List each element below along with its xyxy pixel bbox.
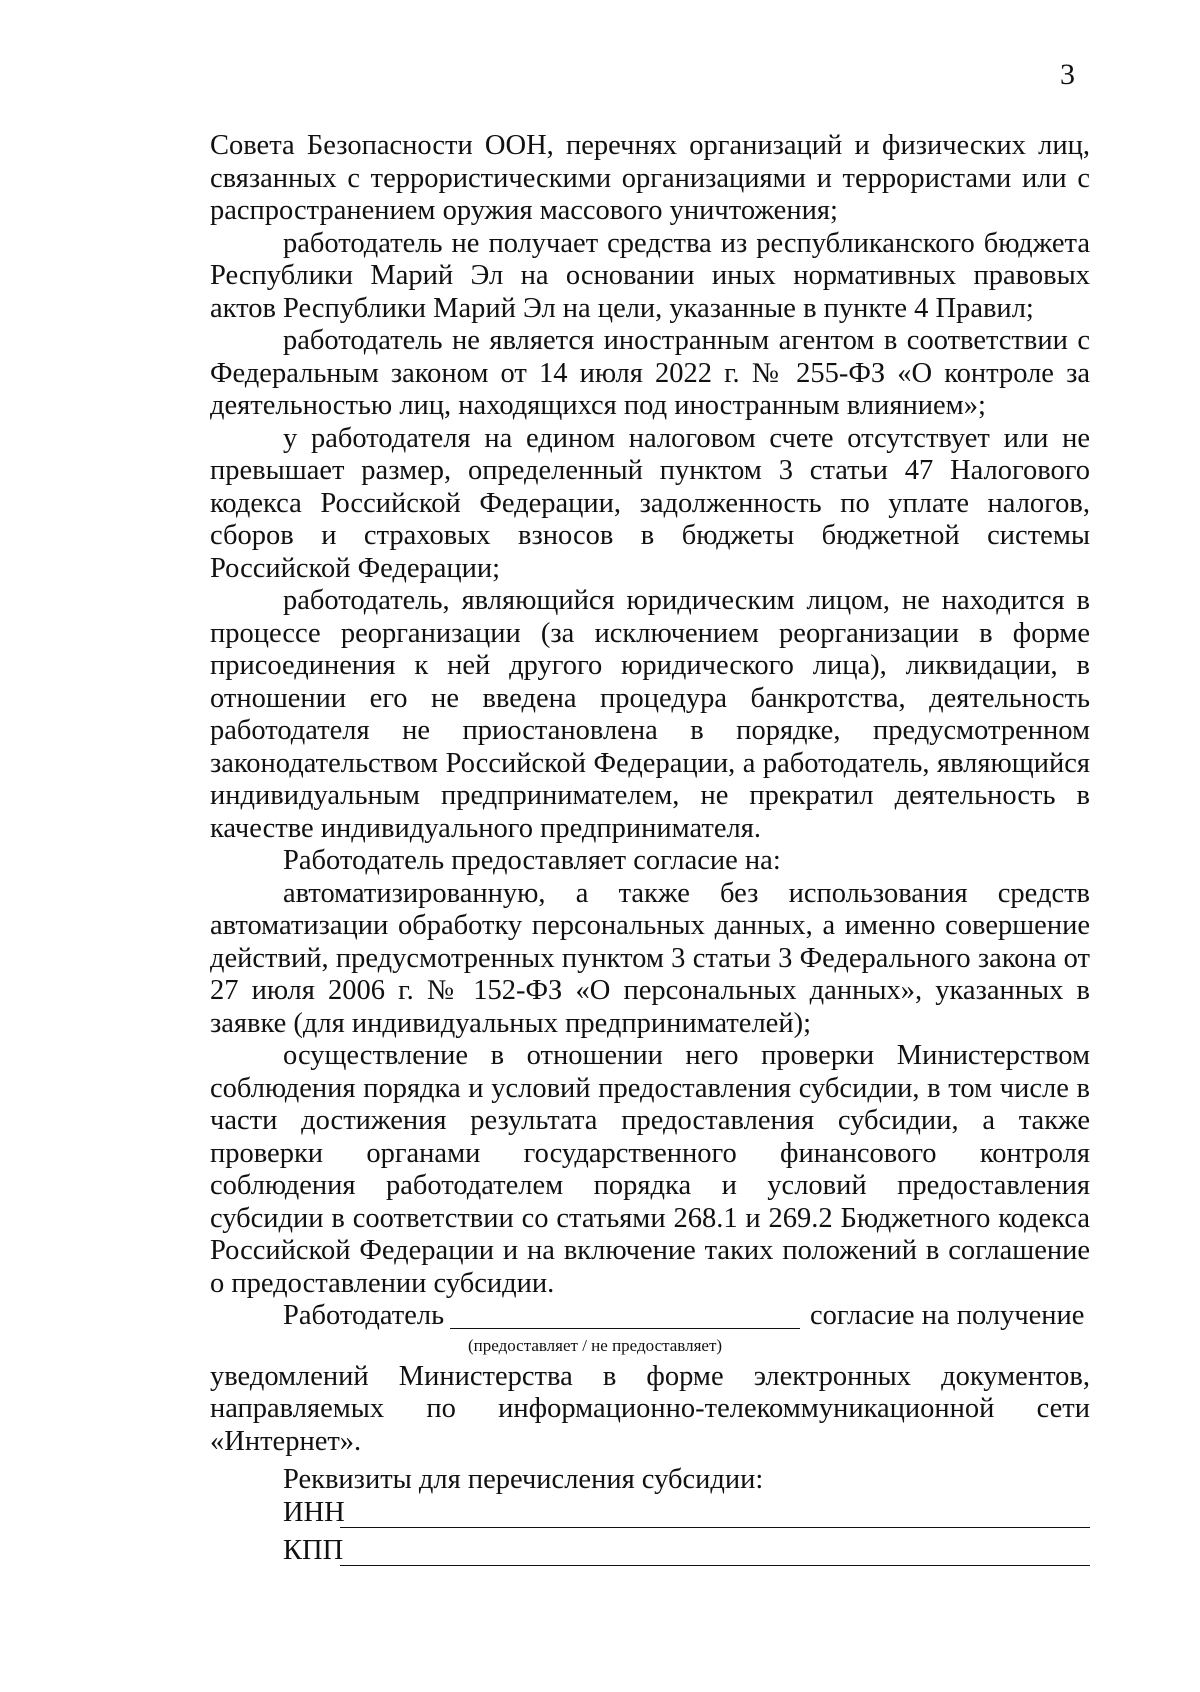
consent-label: Работодатель (283, 1300, 445, 1331)
consent-line (210, 1300, 1090, 1333)
paragraph-personal-data: автоматизированную, а также без использования средств автоматизации обработку персональных данных, а именно совершение действий, предусмотренных пунктом 3 статьи 3 Федерального закона от 27 июля 2006 г. № 152-ФЗ «О персональных данных», указанных в заявке (для индивидуальных предпринимателей); (210, 877, 1090, 1039)
page-number: 3 (1060, 58, 1075, 91)
paragraph-no-budget-funds: работодатель не получает средства из республиканского бюджета Республики Марий Эл на основании иных нормативных правовых актов Республики Марий Эл на цели, указанные в пункте 4 Правил; (210, 227, 1090, 324)
kpp-label: КПП (283, 1534, 344, 1566)
paragraph-consent-intro: Работодатель предоставляет согласие на: (283, 845, 781, 876)
inn-blank-line[interactable] (340, 1527, 1090, 1528)
consent-blank-field[interactable] (450, 1328, 800, 1329)
paragraph-not-foreign-agent: работодатель не является иностранным агентом в соответствии с Федеральным законом от 14 июля 2022 г. № 255-ФЗ «О контроле за деятельностью лиц, находящихся под иностранным влиянием»; (210, 325, 1090, 421)
paragraph-consent-continuation: уведомлений Министерства в форме электронных документов, направляемых по информационно-телекоммуникационной сети «Интернет». (210, 1360, 1090, 1457)
document-body (210, 130, 1090, 1573)
paragraph-inspection-consent: осуществление в отношении него проверки Министерством соблюдения порядка и условий предоставления субсидии, в том числе в части достижения результата предоставления субсидии, а также проверки органами государственного финансового контроля соблюдения работодателем порядка и условий предоставления субсидии в соответствии со статьями 268.1 и 269.2 Бюджетного кодекса Российской Федерации и на включение таких положений в соглашение о предоставлении субсидии. (210, 1040, 1090, 1299)
paragraph-no-tax-debt: у работодателя на едином налоговом счете отсутствует или не превышает размер, определенный пунктом 3 статьи 47 Налогового кодекса Российской Федерации, задолженность по уплате налогов, сборов и страховых взносов в бюджеты бюджетной системы Российской Федерации; (210, 422, 1090, 584)
kpp-field (210, 1535, 1090, 1573)
consent-after-blank: согласие на получение (810, 1300, 1085, 1331)
paragraph-no-reorganization: работодатель, являющийся юридическим лицом, не находится в процессе реорганизации (за исключением реорганизации в форме присоединения к ней другого юридического лица), ликвидации, в отношении его не введена процедура банкротства, деятельность работодателя не приостановлена в порядке, предусмотренном законодательством Российской Федерации, а работодатель, являющийся индивидуальным предпринимателем, не прекратил деятельность в качестве индивидуального предпринимателя. (210, 585, 1090, 844)
paragraph-continuation: Совета Безопасности ООН, перечнях организаций и физических лиц, связанных с террористическими организациями и террористами или с распространением оружия массового уничтожения; (210, 130, 1090, 226)
inn-field (210, 1497, 1090, 1535)
consent-caption: (предоставляет / не предоставляет) (468, 1335, 723, 1355)
inn-label: ИНН (283, 1496, 345, 1528)
requisites-title: Реквизиты для перечисления субсидии: (283, 1464, 764, 1495)
kpp-blank-line[interactable] (340, 1565, 1090, 1566)
